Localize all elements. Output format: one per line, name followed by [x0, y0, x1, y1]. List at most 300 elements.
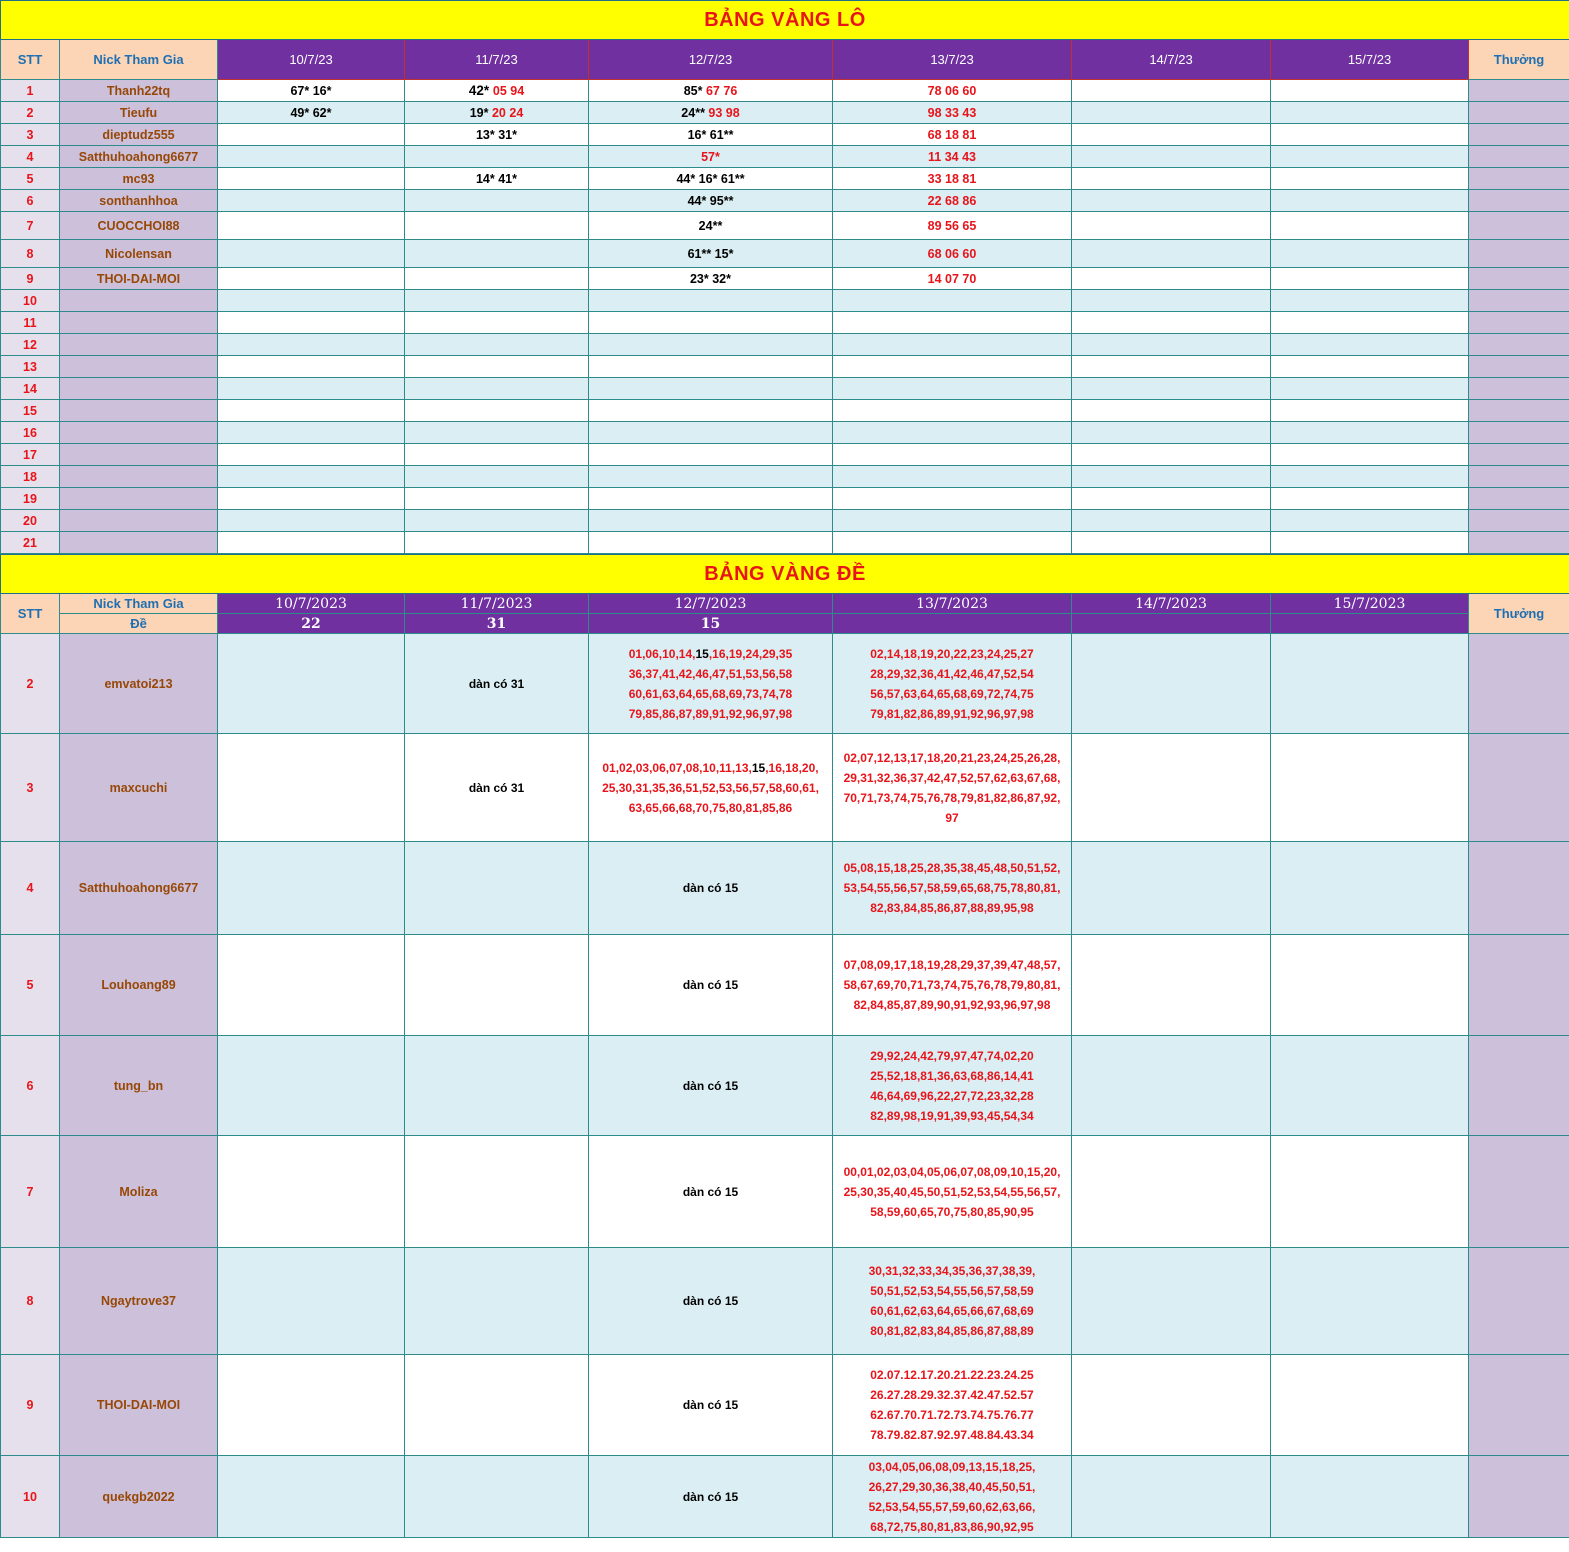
pick-line [833, 1321, 1071, 1341]
lo-pick-cell [833, 290, 1072, 312]
lo-pick-cell [833, 268, 1072, 290]
lo-pick-cell [218, 312, 405, 334]
de-pick-cell [405, 1248, 589, 1355]
de-result [1072, 614, 1271, 634]
lo-pick-cell [218, 190, 405, 212]
pick-line [589, 644, 832, 664]
lo-pick-cell [218, 212, 405, 240]
pick-line [833, 684, 1071, 704]
lo-pick-cell [833, 80, 1072, 102]
row-stt: 15 [1, 400, 60, 422]
lo-pick-cell [1271, 190, 1469, 212]
lo-pick-cell [405, 312, 589, 334]
row-stt: 8 [1, 240, 60, 268]
pick-line [405, 674, 588, 694]
lo-pick-cell [218, 102, 405, 124]
pick-value: 03,04,05,06,08,09,13,15,18,25, [868, 1459, 1036, 1474]
lo-pick-cell [589, 102, 833, 124]
pick-value: 24** [698, 218, 723, 233]
row-nick: Nicolensan [60, 240, 218, 268]
lo-pick-cell [405, 290, 589, 312]
row-prize [1469, 634, 1569, 734]
pick-line [833, 808, 1071, 828]
pick-line [589, 704, 832, 724]
row-nick: Thanh22tq [60, 80, 218, 102]
de-table-row [1, 1036, 1569, 1136]
pick-value: 63,65,66,68,70,75,80,81,85,86 [628, 800, 793, 815]
pick-value: 28,29,32,36,41,42,46,47,52,54 [870, 666, 1034, 681]
de-pick-cell [218, 1136, 405, 1248]
lo-pick-cell [589, 444, 833, 466]
row-prize [1469, 240, 1569, 268]
lo-table-row [1, 422, 1569, 444]
de-pick-cell [589, 1036, 833, 1136]
de-pick-cell [405, 734, 589, 842]
pick-value: dàn có 15 [682, 1489, 739, 1504]
de-header-date: 15/7/2023 [1271, 594, 1469, 614]
row-stt: 7 [1, 1136, 60, 1248]
row-nick: CUOCCHOI88 [60, 212, 218, 240]
row-stt: 6 [1, 190, 60, 212]
pick-value: 49* 62* [290, 105, 332, 120]
row-prize [1469, 146, 1569, 168]
pick-value: 79,81,82,86,89,91,92,96,97,98 [870, 706, 1034, 721]
row-nick: mc93 [60, 168, 218, 190]
pick-value: dàn có 15 [682, 1294, 739, 1308]
lo-pick-cell [405, 212, 589, 240]
de-pick-cell [1072, 1355, 1271, 1456]
lo-pick-cell [833, 444, 1072, 466]
row-prize [1469, 422, 1569, 444]
row-stt: 17 [1, 444, 60, 466]
de-pick-cell [589, 1456, 833, 1538]
pick-line [833, 975, 1071, 995]
lo-pick-cell [833, 378, 1072, 400]
row-prize [1469, 268, 1569, 290]
pick-value: 68 18 81 [927, 127, 977, 142]
lo-pick-cell [218, 80, 405, 102]
pick-value: dàn có 15 [682, 1184, 739, 1199]
lo-pick-cell [1271, 168, 1469, 190]
pick-line [833, 1202, 1071, 1222]
pick-value: 68,72,75,80,81,83,86,90,92,95 [870, 1519, 1034, 1534]
pick-line [833, 1182, 1071, 1202]
pick-value: 02,07,12,13,17,18,20,21,23,24,25,26,28, [843, 750, 1061, 765]
row-prize [1469, 1136, 1569, 1248]
lo-pick-cell [405, 146, 589, 168]
lo-pick-cell [218, 146, 405, 168]
lo-pick-cell [218, 290, 405, 312]
de-pick-cell [405, 935, 589, 1036]
lo-pick-cell [833, 240, 1072, 268]
lo-pick-cell [1271, 466, 1469, 488]
row-stt: 5 [1, 935, 60, 1036]
pick-value: 24** [681, 105, 709, 120]
lo-pick-cell [1271, 532, 1469, 554]
lo-pick-cell [1072, 190, 1271, 212]
row-nick: emvatoi213 [60, 634, 218, 734]
de-pick-cell [833, 1456, 1072, 1538]
row-nick [60, 356, 218, 378]
lo-pick-cell [1271, 240, 1469, 268]
pick-line [833, 1086, 1071, 1106]
lo-pick-cell [1072, 444, 1271, 466]
de-pick-cell [405, 634, 589, 734]
de-table-row [1, 935, 1569, 1036]
lo-pick-cell [1072, 334, 1271, 356]
row-prize [1469, 80, 1569, 102]
lo-pick-cell [833, 422, 1072, 444]
de-pick-cell [1072, 1456, 1271, 1538]
de-pick-cell [218, 1456, 405, 1538]
lo-pick-cell [589, 356, 833, 378]
lo-table-row [1, 334, 1569, 356]
row-prize [1469, 356, 1569, 378]
row-stt: 20 [1, 510, 60, 532]
row-stt: 1 [1, 80, 60, 102]
pick-value: 36,37,41,42,46,47,51,53,56,58 [628, 666, 793, 681]
pick-value: 44* 16* 61** [676, 171, 745, 186]
pick-value: 14* 41* [475, 171, 517, 186]
pick-line [589, 758, 832, 778]
row-stt: 4 [1, 146, 60, 168]
row-prize [1469, 290, 1569, 312]
row-prize [1469, 1036, 1569, 1136]
pick-value: 61** 15* [687, 246, 734, 261]
row-nick: Tieufu [60, 102, 218, 124]
row-stt: 14 [1, 378, 60, 400]
pick-line [405, 778, 588, 798]
row-stt: 13 [1, 356, 60, 378]
pick-line [833, 704, 1071, 724]
lo-table-row [1, 190, 1569, 212]
de-result [833, 614, 1072, 634]
lo-pick-cell [405, 488, 589, 510]
de-pick-cell [1072, 935, 1271, 1036]
pick-value: ,16,18,20, [765, 760, 819, 775]
lo-table-row [1, 532, 1569, 554]
row-stt: 10 [1, 1456, 60, 1538]
pick-line [589, 778, 832, 798]
row-prize [1469, 1456, 1569, 1538]
lo-pick-cell [218, 378, 405, 400]
lo-pick-cell [833, 146, 1072, 168]
lo-pick-cell [833, 190, 1072, 212]
lo-pick-cell [218, 168, 405, 190]
de-pick-cell [589, 935, 833, 1036]
de-header-nick: Nick Tham Gia [60, 594, 218, 614]
pick-line [589, 664, 832, 684]
de-table-row [1, 634, 1569, 734]
lo-pick-cell [833, 510, 1072, 532]
row-stt: 11 [1, 312, 60, 334]
pick-line [833, 1517, 1071, 1537]
lo-table-row [1, 444, 1569, 466]
pick-value: 01,06,10,14, [628, 646, 696, 661]
row-nick: tung_bn [60, 1036, 218, 1136]
pick-value: 60,61,62,63,64,65,66,67,68,69 [870, 1304, 1034, 1318]
row-stt: 12 [1, 334, 60, 356]
row-nick [60, 400, 218, 422]
pick-value: 82,89,98,19,91,39,93,45,54,34 [870, 1108, 1034, 1123]
pick-line [833, 1497, 1071, 1517]
pick-line [833, 788, 1071, 808]
lo-pick-cell [218, 268, 405, 290]
lo-pick-cell [833, 356, 1072, 378]
de-header-date: 10/7/2023 [218, 594, 405, 614]
pick-value: 05,08,15,18,25,28,35,38,45,48,50,51,52, [843, 861, 1061, 875]
pick-line [833, 1301, 1071, 1321]
row-nick: quekgb2022 [60, 1456, 218, 1538]
row-nick: Ngaytrove37 [60, 1248, 218, 1355]
row-stt: 3 [1, 124, 60, 146]
pick-value: 68 06 60 [927, 246, 977, 261]
row-stt: 10 [1, 290, 60, 312]
de-table-row [1, 734, 1569, 842]
pick-value: 02,14,18,19,20,22,23,24,25,27 [870, 646, 1034, 661]
de-header-stt: STT [1, 594, 60, 634]
lo-pick-cell [1072, 124, 1271, 146]
lo-pick-cell [1271, 378, 1469, 400]
row-stt: 4 [1, 842, 60, 935]
pick-value: 60,61,63,64,65,68,69,73,74,78 [628, 686, 793, 701]
pick-line [589, 1487, 832, 1507]
lo-pick-cell [833, 312, 1072, 334]
pick-line [589, 975, 832, 995]
pick-line [589, 1076, 832, 1096]
pick-line [833, 1281, 1071, 1301]
lo-pick-cell [405, 378, 589, 400]
de-pick-cell [218, 734, 405, 842]
pick-line [833, 1162, 1071, 1182]
lo-pick-cell [833, 466, 1072, 488]
pick-value: 46,64,69,96,22,27,72,23,32,28 [870, 1088, 1034, 1103]
pick-value: dàn có 15 [682, 1398, 739, 1412]
lo-pick-cell [1271, 444, 1469, 466]
lo-pick-cell [589, 146, 833, 168]
pick-line [833, 1385, 1071, 1405]
lo-pick-cell [833, 532, 1072, 554]
lo-header-date: 15/7/23 [1271, 40, 1469, 80]
lo-pick-cell [1072, 312, 1271, 334]
pick-line [589, 798, 832, 818]
pick-value: 15 [695, 646, 709, 661]
pick-value: 42* [468, 83, 493, 98]
lo-pick-cell [1072, 212, 1271, 240]
pick-value: 82,83,84,85,86,87,88,89,95,98 [870, 901, 1034, 915]
pick-value: 67* 16* [290, 83, 332, 98]
row-stt: 9 [1, 268, 60, 290]
lo-pick-cell [405, 240, 589, 268]
pick-line [589, 684, 832, 704]
pick-value: 25,52,18,81,36,63,68,86,14,41 [870, 1068, 1034, 1083]
lo-pick-cell [218, 466, 405, 488]
row-nick: THOI-DAI-MOI [60, 268, 218, 290]
pick-line [589, 1395, 832, 1415]
de-pick-cell [833, 1036, 1072, 1136]
de-pick-cell [1271, 1248, 1469, 1355]
pick-value: 29,31,32,36,37,42,47,52,57,62,63,67,68, [843, 770, 1061, 785]
row-nick [60, 444, 218, 466]
pick-line [833, 1405, 1071, 1425]
lo-pick-cell [589, 290, 833, 312]
lo-pick-cell [405, 510, 589, 532]
pick-value: 62.67.70.71.72.73.74.75.76.77 [870, 1408, 1034, 1422]
de-pick-cell [218, 634, 405, 734]
lo-pick-cell [589, 268, 833, 290]
row-nick [60, 290, 218, 312]
lo-pick-cell [833, 488, 1072, 510]
de-header-prize: Thưởng [1469, 594, 1569, 634]
bang-vang-de-table [0, 554, 1569, 1538]
pick-value: 25,30,31,35,36,51,52,53,56,57,58,60,61, [602, 780, 819, 795]
pick-value: 15 [751, 760, 766, 775]
row-prize [1469, 312, 1569, 334]
row-prize [1469, 212, 1569, 240]
row-stt: 2 [1, 102, 60, 124]
de-table-row [1, 1248, 1569, 1355]
pick-value: 33 18 81 [927, 171, 977, 186]
de-header-de-label: Đề [60, 614, 218, 634]
pick-value: dàn có 15 [682, 881, 739, 895]
lo-pick-cell [405, 124, 589, 146]
pick-value: 82,84,85,87,89,90,91,92,93,96,97,98 [853, 998, 1051, 1012]
lo-pick-cell [1072, 400, 1271, 422]
lo-pick-cell [1271, 212, 1469, 240]
lo-pick-cell [405, 466, 589, 488]
row-prize [1469, 102, 1569, 124]
de-pick-cell [1271, 1036, 1469, 1136]
bang-vang-lo-table [0, 0, 1569, 554]
lo-pick-cell [1271, 510, 1469, 532]
lo-pick-cell [589, 312, 833, 334]
lo-pick-cell [405, 190, 589, 212]
row-prize [1469, 190, 1569, 212]
lo-pick-cell [218, 124, 405, 146]
pick-line [833, 898, 1071, 918]
pick-value: 23* 32* [689, 271, 731, 286]
de-pick-cell [589, 1355, 833, 1456]
de-pick-cell [589, 842, 833, 935]
lo-pick-cell [1271, 400, 1469, 422]
pick-line [833, 1046, 1071, 1066]
pick-value: 44* 95** [687, 193, 734, 208]
lo-pick-cell [1072, 168, 1271, 190]
row-nick: maxcuchi [60, 734, 218, 842]
pick-value: 89 56 65 [927, 218, 977, 233]
row-nick [60, 312, 218, 334]
pick-line [833, 1477, 1071, 1497]
de-pick-cell [1072, 634, 1271, 734]
lo-pick-cell [405, 532, 589, 554]
lo-table-row [1, 102, 1569, 124]
pick-value: 14 07 70 [927, 271, 977, 286]
lo-pick-cell [405, 356, 589, 378]
lo-pick-cell [589, 212, 833, 240]
lo-pick-cell [589, 240, 833, 268]
pick-value: 80,81,82,83,84,85,86,87,88,89 [870, 1324, 1034, 1338]
de-pick-cell [1072, 1248, 1271, 1355]
lo-pick-cell [1271, 312, 1469, 334]
lo-pick-cell [833, 102, 1072, 124]
lo-header-date: 12/7/23 [589, 40, 833, 80]
row-nick: THOI-DAI-MOI [60, 1355, 218, 1456]
row-nick: dieptudz555 [60, 124, 218, 146]
de-title: BẢNG VÀNG ĐỀ [1, 555, 1569, 594]
row-nick [60, 422, 218, 444]
lo-pick-cell [589, 466, 833, 488]
row-stt: 7 [1, 212, 60, 240]
lo-pick-cell [405, 268, 589, 290]
row-stt: 3 [1, 734, 60, 842]
lo-pick-cell [1072, 290, 1271, 312]
pick-value: 30,31,32,33,34,35,36,37,38,39, [868, 1264, 1036, 1278]
lo-table-row [1, 488, 1569, 510]
lo-pick-cell [833, 168, 1072, 190]
pick-value: 07,08,09,17,18,19,28,29,37,39,47,48,57, [843, 958, 1061, 972]
lo-pick-cell [833, 212, 1072, 240]
pick-value: 70,71,73,74,75,76,78,79,81,82,86,87,92, [843, 790, 1061, 805]
pick-value: 11 34 43 [928, 149, 976, 164]
de-header-date: 13/7/2023 [833, 594, 1072, 614]
de-header-date: 11/7/2023 [405, 594, 589, 614]
pick-value: 26,27,29,30,36,38,40,45,50,51, [868, 1479, 1036, 1494]
pick-value: 05 94 [492, 84, 525, 98]
de-pick-cell [218, 1355, 405, 1456]
lo-pick-cell [589, 168, 833, 190]
row-nick [60, 466, 218, 488]
lo-pick-cell [1072, 146, 1271, 168]
lo-header-stt: STT [1, 40, 60, 80]
de-pick-cell [833, 734, 1072, 842]
row-prize [1469, 1248, 1569, 1355]
row-prize [1469, 532, 1569, 554]
pick-line [833, 955, 1071, 975]
lo-header-date: 13/7/23 [833, 40, 1072, 80]
de-pick-cell [1072, 1036, 1271, 1136]
row-nick: Satthuhoahong6677 [60, 146, 218, 168]
pick-value: 98 33 43 [927, 105, 977, 120]
lo-header-prize: Thưởng [1469, 40, 1569, 80]
lo-pick-cell [1072, 466, 1271, 488]
lo-table-row [1, 510, 1569, 532]
pick-line [833, 995, 1071, 1015]
de-pick-cell [1271, 734, 1469, 842]
pick-line [833, 1365, 1071, 1385]
lo-pick-cell [218, 444, 405, 466]
row-prize [1469, 400, 1569, 422]
de-result: 22 [218, 614, 405, 634]
lo-pick-cell [1072, 532, 1271, 554]
pick-value: 53,54,55,56,57,58,59,65,68,75,78,80,81, [843, 881, 1061, 895]
row-nick [60, 510, 218, 532]
lo-table-row [1, 400, 1569, 422]
lo-pick-cell [218, 334, 405, 356]
row-prize [1469, 1355, 1569, 1456]
pick-line [833, 858, 1071, 878]
lo-header-date: 11/7/23 [405, 40, 589, 80]
lo-pick-cell [218, 240, 405, 268]
pick-line [833, 1066, 1071, 1086]
row-prize [1469, 124, 1569, 146]
lo-pick-cell [218, 422, 405, 444]
row-prize [1469, 488, 1569, 510]
de-header-date: 12/7/2023 [589, 594, 833, 614]
lo-pick-cell [1072, 510, 1271, 532]
pick-line [833, 1261, 1071, 1281]
pick-value: 78.79.82.87.92.97.48.84.43.34 [870, 1428, 1034, 1442]
de-pick-cell [1271, 634, 1469, 734]
